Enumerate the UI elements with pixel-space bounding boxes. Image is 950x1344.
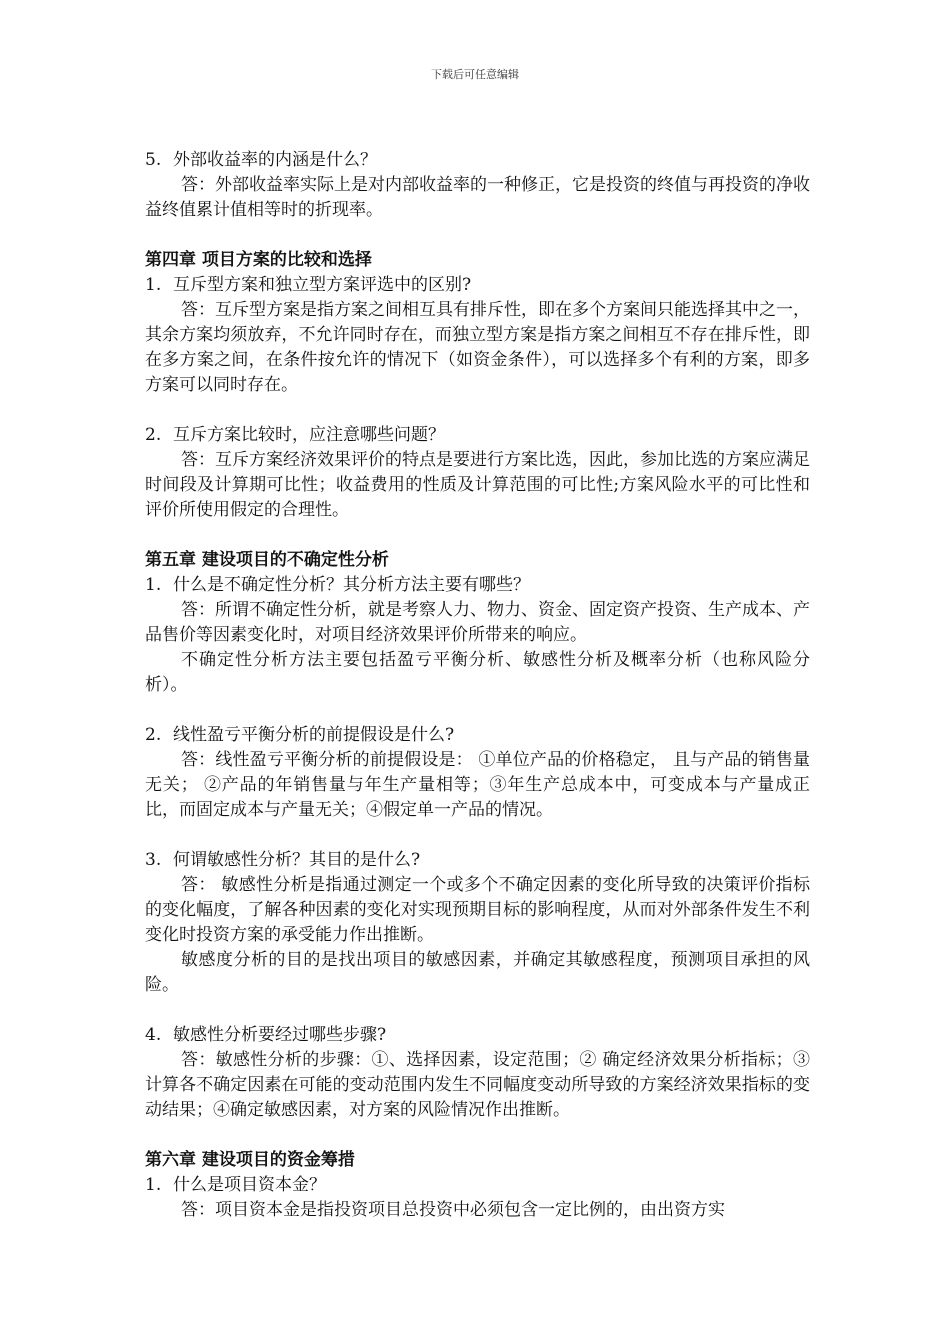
question-number: 1. xyxy=(145,575,162,595)
chapter-4-title: 第四章 项目方案的比较和选择 xyxy=(145,250,372,270)
document-body xyxy=(145,148,810,1223)
answer-paragraph: 答：互斥方案经济效果评价的特点是要进行方案比选，因此，参加比选的方案应满足时间段及计算期可比性；收益费用的性质及计算范围的可比性;方案风险水平的可比性和 评价所使用假定的合理性。 xyxy=(145,450,810,520)
page-header: 下载后可任意编辑 xyxy=(431,68,519,81)
answer-paragraph: 答：所谓不确定性分析，就是考察人力、物力、资金、固定资产投资、生产成本、产品售价等因素变化时，对项目经济效果评价所带来的响应。 xyxy=(145,600,810,645)
question-text: 线性盈亏平衡分析的前提假设是什么? xyxy=(173,725,455,745)
question-number: 3. xyxy=(145,850,162,870)
question-5-1 xyxy=(145,573,810,598)
question-4-2 xyxy=(145,423,810,448)
answer-paragraph: 答：外部收益率实际上是对内部收益率的一种修正，它是投资的终值与再投资的净收益终值累计值相等时的折现率。 xyxy=(145,175,810,220)
question-number: 1. xyxy=(145,1175,162,1195)
question-4-1 xyxy=(145,273,810,298)
question-5-2 xyxy=(145,723,810,748)
answer-paragraph: 答： 敏感性分析是指通过测定一个或多个不确定因素的变化所导致的决策评价指标的变化幅度，了解各种因素的变化对实现预期目标的影响程度，从而对外部条件发生不利变化时投资方案的承受能力作出推断。 xyxy=(145,875,810,945)
question-text: 何谓敏感性分析？其目的是什么? xyxy=(173,850,421,870)
question-text: 敏感性分析要经过哪些步骤? xyxy=(173,1025,387,1045)
question-number: 4. xyxy=(145,1025,162,1045)
question-text: 什么是项目资本金？ xyxy=(173,1175,326,1195)
question-text: 互斥型方案和独立型方案评选中的区别? xyxy=(173,275,472,295)
question-number: 5. xyxy=(145,150,162,170)
answer-paragraph: 答：项目资本金是指投资项目总投资中必须包含一定比例的，由出资方实 xyxy=(181,1200,725,1220)
question-number: 2. xyxy=(145,425,162,445)
answer-paragraph: 答：敏感性分析的步骤：①、选择因素，设定范围；② 确定经济效果分析指标；③计算各不确定因素在可能的变动范围内发生不同幅度变动所导致的方案经济效果指标的变动结果；④确定敏感因素，对方案的风险情况作出推断。 xyxy=(145,1050,810,1120)
answer-paragraph: 敏感度分析的目的是找出项目的敏感因素，并确定其敏感程度，预测项目承担的风险。 xyxy=(145,950,810,995)
question-6-1 xyxy=(145,1173,810,1198)
question-number: 1. xyxy=(145,275,162,295)
question-text: 什么是不确定性分析？其分析方法主要有哪些？ xyxy=(173,575,530,595)
question-number: 2. xyxy=(145,725,162,745)
question-text: 外部收益率的内涵是什么？ xyxy=(173,150,377,170)
question-5-3 xyxy=(145,848,810,873)
question-text: 互斥方案比较时，应注意哪些问题？ xyxy=(173,425,445,445)
answer-paragraph: 答：线性盈亏平衡分析的前提假设是： ①单位产品的价格稳定， 且与产品的销售量无关； ②产品的年销售量与年生产量相等；③年生产总成本中，可变成本与产量成正比，而固定成本与产量无关；④假定单一产品的情况。 xyxy=(145,750,810,820)
question-5-4 xyxy=(145,1023,810,1048)
answer-paragraph: 不确定性分析方法主要包括盈亏平衡分析、敏感性分析及概率分析（也称风险分析）。 xyxy=(145,650,810,695)
answer-paragraph: 答：互斥型方案是指方案之间相互具有排斥性，即在多个方案间只能选择其中之一，其余方案均须放弃，不允许同时存在，而独立型方案是指方案之间相互不存在排斥性，即在多方案之间，在条件按允许的情况下（如资金条件），可以选择多个有利的方案，即多方案可以同时存在。 xyxy=(145,300,810,395)
chapter-5-title: 第五章 建设项目的不确定性分析 xyxy=(145,550,389,570)
chapter-6-title: 第六章 建设项目的资金筹措 xyxy=(145,1150,355,1170)
question-5 xyxy=(145,148,810,173)
